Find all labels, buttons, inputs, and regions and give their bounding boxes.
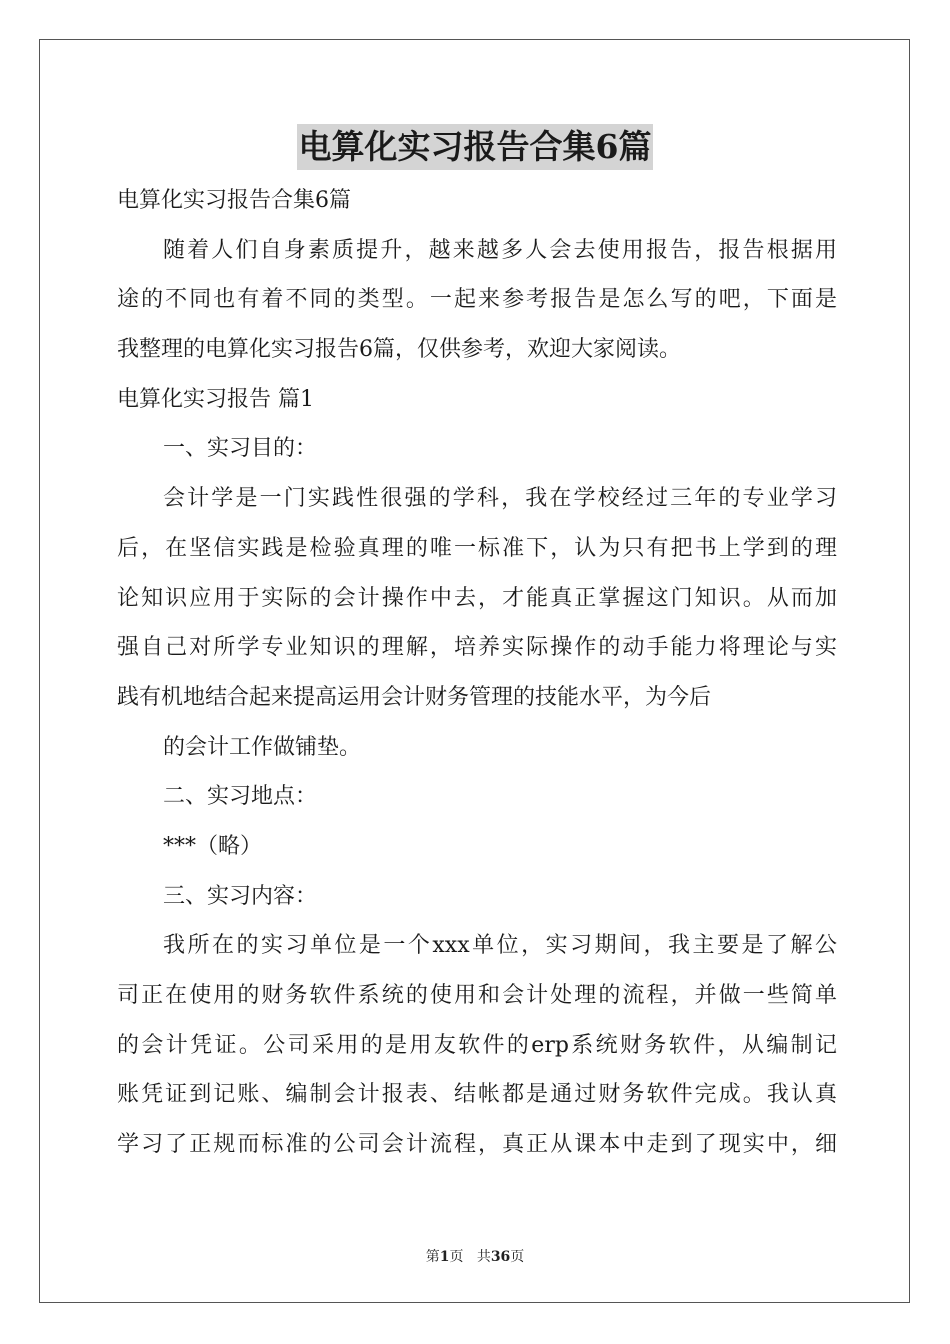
footer-page-suffix: 页 (449, 1249, 464, 1265)
body-line: 电算化实习报告合集6篇 (117, 188, 351, 213)
footer-page-prefix: 第 (425, 1249, 440, 1265)
body-line: 学习了正规而标准的公司会计流程，真正从课本中走到了现实中，细 (117, 1132, 837, 1158)
body-line: 三、实习内容： (163, 883, 318, 909)
body-line: 论知识应用于实际的会计操作中去，才能真正掌握这门知识。从而加 (117, 585, 837, 611)
body-line: 会计学是一门实践性很强的学科，我在学校经过三年的专业学习 (163, 486, 837, 512)
body-line: 的会计凭证。公司采用的是用友软件的erp系统财务软件，从编制记 (117, 1032, 837, 1058)
page-footer (0, 1246, 950, 1266)
footer-page-number: 1 (439, 1249, 450, 1265)
body-line: 强自己对所学专业知识的理解，培养实际操作的动手能力将理论与实 (117, 635, 837, 661)
document-body (117, 176, 837, 1170)
body-line: 二、实习地点： (163, 784, 318, 810)
body-line: 一、实习目的： (163, 436, 318, 462)
body-line: 随着人们自身素质提升，越来越多人会去使用报告，报告根据用 (163, 237, 837, 263)
footer-total-suffix: 页 (510, 1249, 525, 1265)
document-title: 电算化实习报告合集6篇 (297, 124, 654, 170)
footer-total-pages: 36 (490, 1249, 511, 1265)
body-line: 后，在坚信实践是检验真理的唯一标准下，认为只有把书上学到的理 (117, 535, 837, 561)
body-line: 我所在的实习单位是一个xxx单位，实习期间，我主要是了解公 (163, 933, 837, 959)
body-line: 我整理的电算化实习报告6篇，仅供参考，欢迎大家阅读。 (117, 337, 681, 363)
footer-total-prefix: 共 (476, 1249, 491, 1265)
body-line: 途的不同也有着不同的类型。一起来参考报告是怎么写的吧，下面是 (117, 287, 837, 313)
body-line: 的会计工作做铺垫。 (163, 734, 362, 760)
body-line: 践有机地结合起来提高运用会计财务管理的技能水平，为今后 (117, 684, 712, 710)
body-line: ***（略） (163, 833, 263, 859)
title-container (0, 124, 950, 170)
body-line: 账凭证到记账、编制会计报表、结帐都是通过财务软件完成。我认真 (117, 1082, 837, 1108)
body-line: 电算化实习报告 篇1 (117, 386, 314, 412)
body-line: 司正在使用的财务软件系统的使用和会计处理的流程，并做一些简单 (117, 983, 837, 1008)
